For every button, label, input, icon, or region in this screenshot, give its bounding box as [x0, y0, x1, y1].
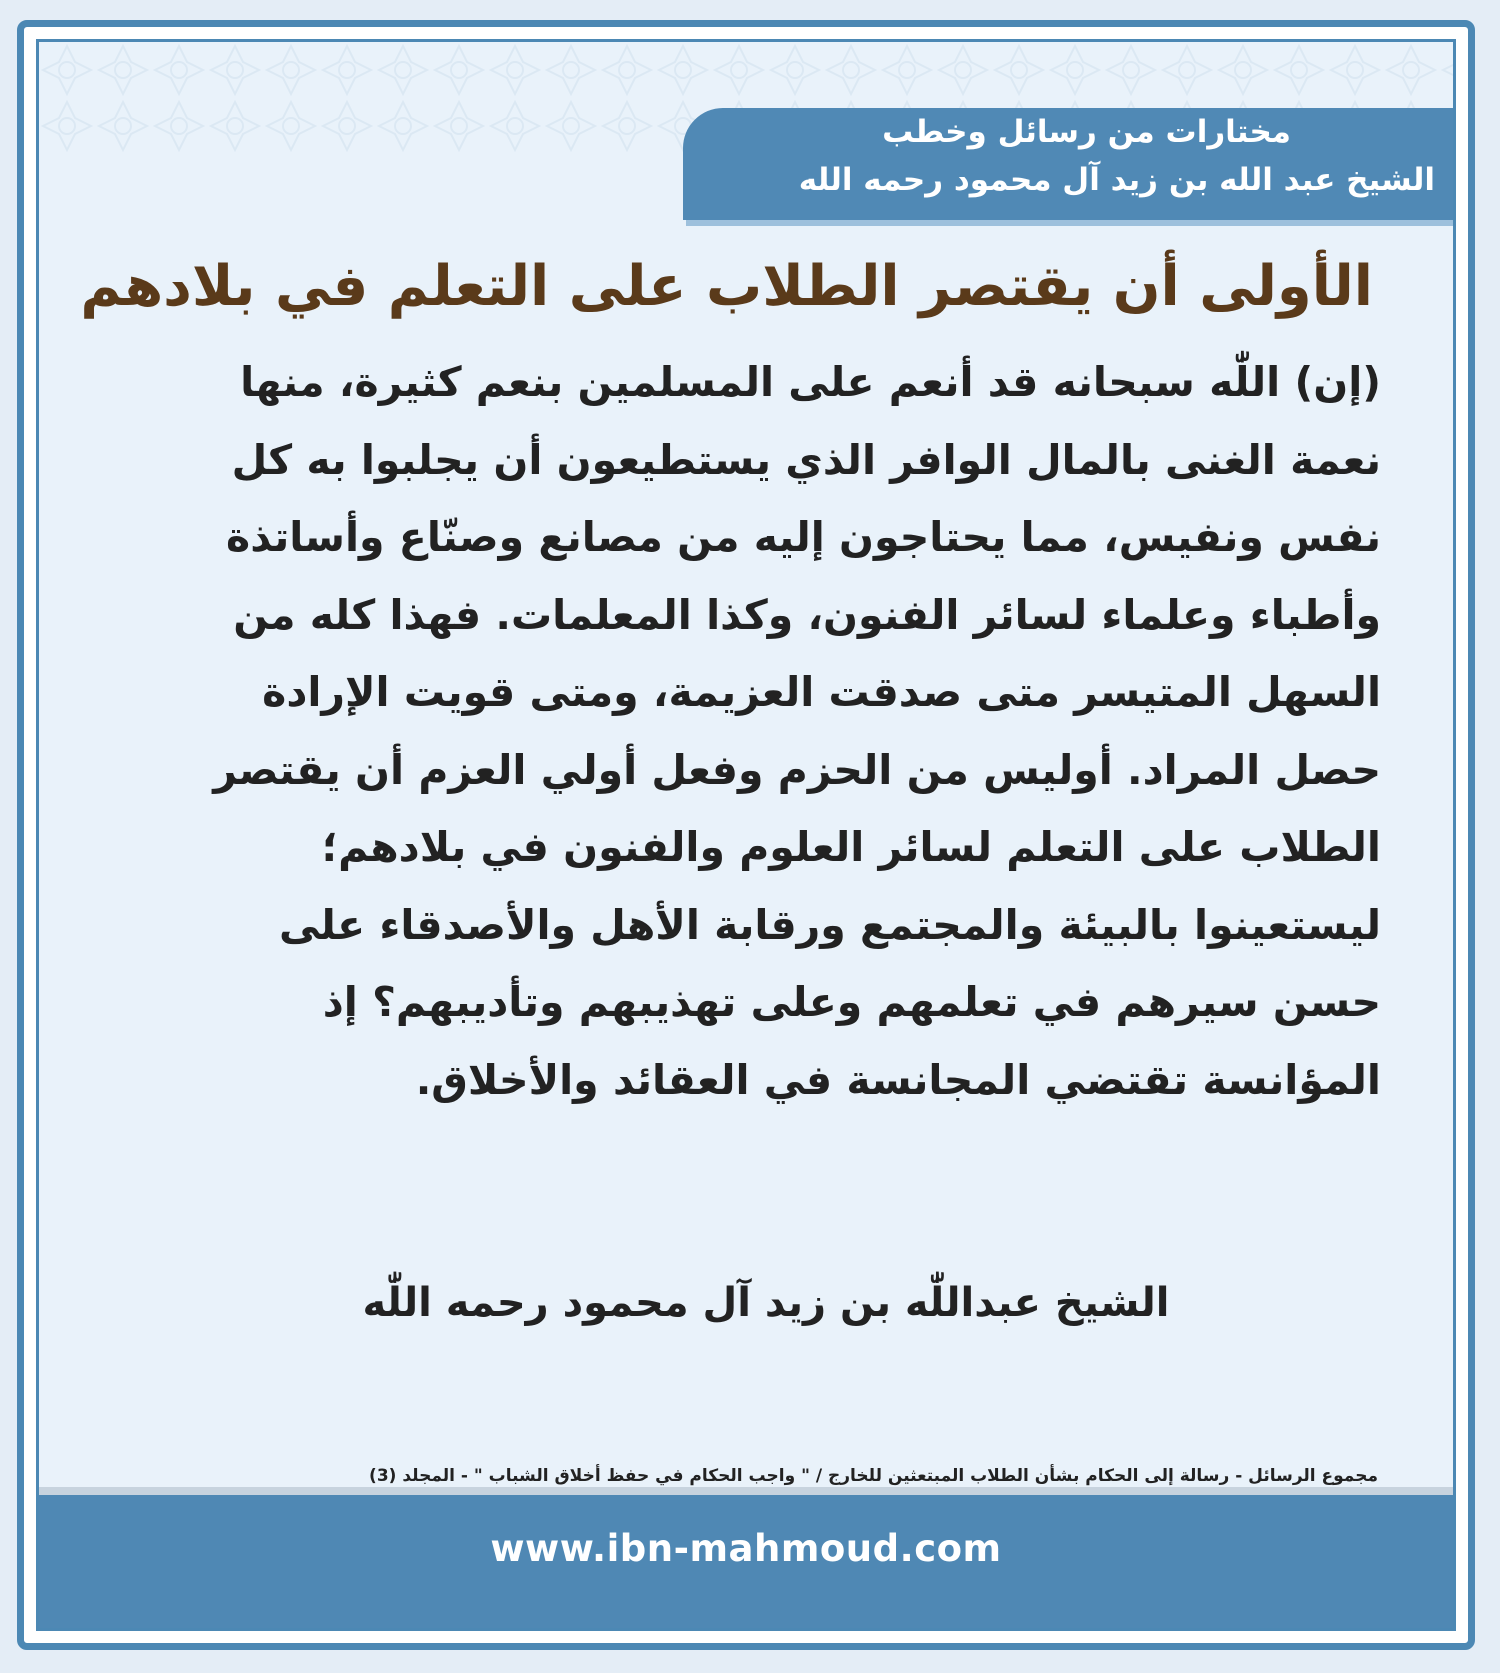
- website-link[interactable]: www.ibn-mahmoud.com: [490, 1527, 1002, 1570]
- body-line: حسن سيرهم في تعلمهم وعلى تهذيبهم وتأديبهم؟ إذ: [322, 978, 1381, 1026]
- body-line: نفس ونفيس، مما يحتاجون إليه من مصانع وصنّاع وأساتذة: [226, 513, 1381, 561]
- body-line: حصل المراد. أوليس من الحزم وفعل أولي العزم أن يقتصر: [213, 745, 1381, 794]
- body-line: ليستعينوا بالبيئة والمجتمع ورقابة الأهل والأصدقاء على: [278, 900, 1381, 949]
- body-line: المؤانسة تقتضي المجانسة في العقائد والأخلاق.: [415, 1055, 1381, 1104]
- header-tab: [683, 108, 1453, 220]
- card: [36, 39, 1456, 1631]
- footer-bar: [39, 1487, 1453, 1628]
- body-line: نعمة الغنى بالمال الوافر الذي يستطيعون أن يجلبوا به كل: [231, 435, 1381, 484]
- page-title: الأولى أن يقتصر الطلاب على التعلم في بلادهم: [80, 254, 1373, 319]
- header-author-name: الشيخ عبد الله بن زيد آل محمود رحمه الله: [798, 162, 1435, 198]
- body-line: وأطباء وعلماء لسائر الفنون، وكذا المعلمات. فهذا كله من: [233, 590, 1381, 639]
- body-line: السهل المتيسر متى صدقت العزيمة، ومتى قويت الإرادة: [262, 668, 1381, 716]
- body-paragraph: [111, 344, 1381, 1119]
- body-line: (إن) اللّٰه سبحانه قد أنعم على المسلمين بنعم كثيرة، منها: [240, 358, 1381, 406]
- header-series-title: مختارات من رسائل وخطب: [882, 114, 1291, 150]
- source-citation: مجموع الرسائل - رسالة إلى الحكام بشأن الطلاب المبتعثين للخارج / " واجب الحكام في حفظ أخلاق الشباب " - المجلد (3): [369, 1466, 1378, 1486]
- outer-frame: [17, 20, 1475, 1650]
- author-signature: الشيخ عبداللّٰه بن زيد آل محمود رحمه اللّٰه: [362, 1280, 1170, 1326]
- body-line: الطلاب على التعلم لسائر العلوم والفنون في بلادهم؛: [321, 823, 1381, 871]
